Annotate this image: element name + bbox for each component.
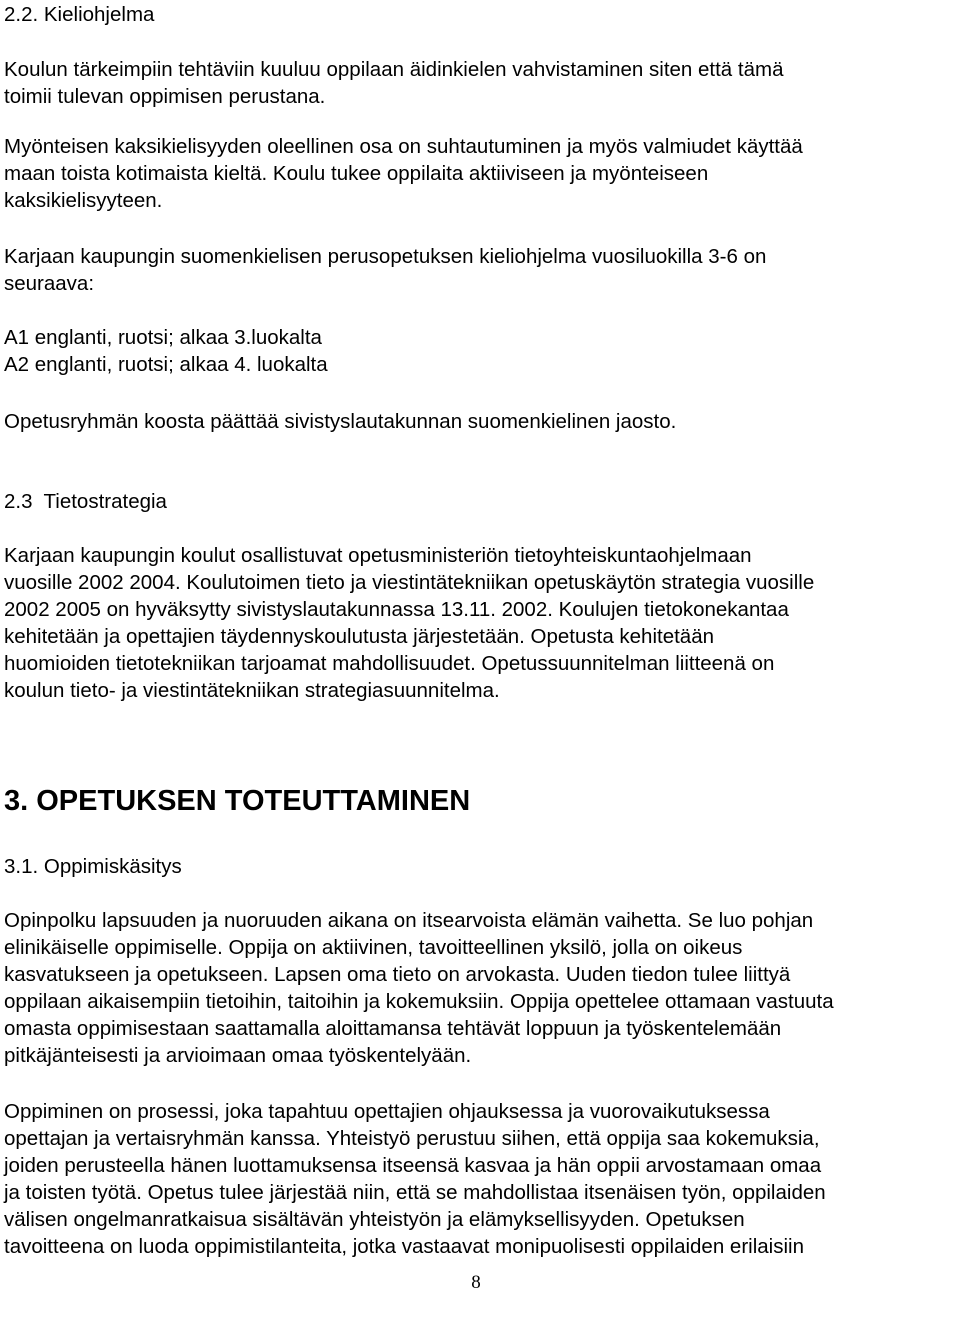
section-3-1 <box>4 853 182 880</box>
paragraph <box>4 243 766 297</box>
paragraph-line: Opetusryhmän koosta päättää sivistyslautakunnan suomenkielinen jaosto. <box>4 410 677 433</box>
paragraph-line: joiden perusteella hänen luottamuksensa itseensä kasvaa ja hän oppii arvostamaan omaa <box>4 1154 822 1177</box>
section-2-3 <box>4 488 167 515</box>
page-number: 8 <box>471 1272 481 1293</box>
section-heading: 3.1. Oppimiskäsitys <box>4 855 182 878</box>
paragraph-line: Karjaan kaupungin suomenkielisen perusopetuksen kieliohjelma vuosiluokilla 3-6 on <box>4 245 767 268</box>
paragraph-line: maan toista kotimaista kieltä. Koulu tukee oppilaita aktiiviseen ja myönteiseen <box>4 162 709 185</box>
paragraph <box>4 1098 826 1260</box>
list-item: A2 englanti, ruotsi; alkaa 4. luokalta <box>4 353 328 376</box>
paragraph-line: omasta oppimisestaan saattamalla aloittamansa tehtävät loppuun ja työskentelemään <box>4 1017 782 1040</box>
section-heading: 2.2. Kieliohjelma <box>4 3 155 26</box>
paragraph-line: toimii tulevan oppimisen perustana. <box>4 85 326 108</box>
list-item: A1 englanti, ruotsi; alkaa 3.luokalta <box>4 326 322 349</box>
chapter-heading: 3. OPETUKSEN TOTEUTTAMINEN <box>4 785 471 817</box>
paragraph-line: 2002 2005 on hyväksytty sivistyslautakunnassa 13.11. 2002. Koulujen tietokonekantaa <box>4 598 789 621</box>
language-list <box>4 324 328 378</box>
paragraph-line: kaksikielisyyteen. <box>4 189 163 212</box>
paragraph-line: huomioiden tietotekniikan tarjoamat mahdollisuudet. Opetussuunnitelman liitteenä on <box>4 652 775 675</box>
paragraph-line: pitkäjänteisesti ja arvioimaan omaa työskentelyään. <box>4 1044 472 1067</box>
section-heading: 2.3 Tietostrategia <box>4 490 167 513</box>
paragraph-line: välisen ongelmanratkaisua sisältävän yhteistyön ja elämyksellisyyden. Opetuksen <box>4 1208 745 1231</box>
paragraph-line: Opinpolku lapsuuden ja nuoruuden aikana on itsearvoista elämän vaihetta. Se luo pohjan <box>4 909 814 932</box>
paragraph-line: Karjaan kaupungin koulut osallistuvat opetusministeriön tietoyhteiskuntaohjelmaan <box>4 544 752 567</box>
paragraph-line: vuosille 2002 2004. Koulutoimen tieto ja viestintätekniikan opetuskäytön strategia vuosille <box>4 571 815 594</box>
paragraph <box>4 408 676 435</box>
paragraph-line: Oppiminen on prosessi, joka tapahtuu opettajien ohjauksessa ja vuorovaikutuksessa <box>4 1100 770 1123</box>
paragraph-line: kasvatukseen ja opetukseen. Lapsen oma tieto on arvokasta. Uuden tiedon tulee liittyä <box>4 963 791 986</box>
section-2-2 <box>4 1 154 28</box>
paragraph-line: elinikäiselle oppimiselle. Oppija on aktiivinen, tavoitteellinen yksilö, jolla on oikeus <box>4 936 743 959</box>
paragraph <box>4 542 814 704</box>
paragraph-line: kehitetään ja opettajien täydennyskoulutusta järjestetään. Opetusta kehitetään <box>4 625 715 648</box>
paragraph-line: Myönteisen kaksikielisyyden oleellinen osa on suhtautuminen ja myös valmiudet käyttää <box>4 135 803 158</box>
paragraph-line: tavoitteena on luoda oppimistilanteita, jotka vastaavat monipuolisesti oppilaiden erilaisiin <box>4 1235 804 1258</box>
paragraph-line: Koulun tärkeimpiin tehtäviin kuuluu oppilaan äidinkielen vahvistaminen siten että tämä <box>4 58 784 81</box>
paragraph-line: ja toisten työtä. Opetus tulee järjestää niin, että se mahdollistaa itsenäisen työn, oppilaiden <box>4 1181 826 1204</box>
paragraph-line: oppilaan aikaisempiin tietoihin, taitoihin ja kokemuksiin. Oppija opettelee ottamaan vastuuta <box>4 990 834 1013</box>
paragraph-line: seuraava: <box>4 272 95 295</box>
paragraph-line: koulun tieto- ja viestintätekniikan strategiasuunnitelma. <box>4 679 500 702</box>
paragraph <box>4 133 803 214</box>
paragraph-line: opettajan ja vertaisryhmän kanssa. Yhteistyö perustuu siihen, että oppija saa kokemuksia, <box>4 1127 820 1150</box>
paragraph <box>4 907 834 1069</box>
paragraph <box>4 56 783 110</box>
chapter-3 <box>4 784 470 818</box>
